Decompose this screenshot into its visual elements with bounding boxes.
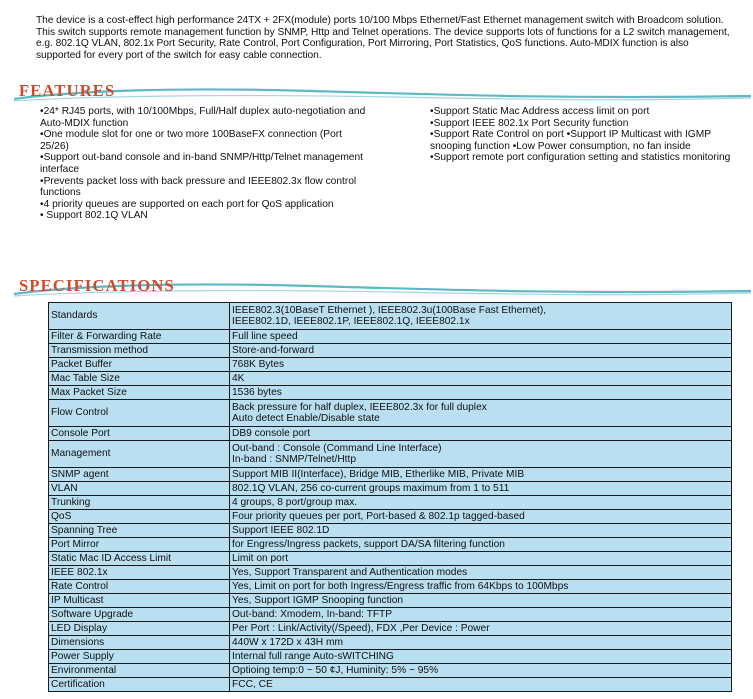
spec-value-line: 802.1Q VLAN, 256 co-current groups maximum from 1 to 511: [232, 482, 510, 494]
spec-label: Console Port: [49, 427, 230, 441]
spec-value: [230, 566, 732, 580]
feature-item: •4 priority queues are supported on each port for QoS application: [40, 198, 334, 210]
spec-label: Port Mirror: [49, 538, 230, 552]
spec-value: [230, 636, 732, 650]
feature-item: •One module slot for one or two more 100BaseFX connection (Port 25/26): [40, 129, 342, 152]
spec-row: [49, 510, 732, 524]
spec-label: Dimensions: [49, 636, 230, 650]
spec-label: Power Supply: [49, 650, 230, 664]
spec-label: Spanning Tree: [49, 524, 230, 538]
spec-value-line: Internal full range Auto-sWITCHING: [232, 650, 394, 662]
spec-value: [230, 358, 732, 372]
spec-label: Trunking: [49, 496, 230, 510]
spec-value: [230, 496, 732, 510]
spec-label: Flow Control: [49, 400, 230, 427]
spec-row: [49, 482, 732, 496]
spec-value-line: Four priority queues per port, Port-based & 802.1p tagged-based: [232, 510, 525, 522]
spec-label: QoS: [49, 510, 230, 524]
features-left-list: [40, 106, 370, 222]
spec-label: VLAN: [49, 482, 230, 496]
spec-row: [49, 524, 732, 538]
spec-value: [230, 538, 732, 552]
spec-row: [49, 622, 732, 636]
spec-value: [230, 622, 732, 636]
features-right-list: [430, 106, 752, 164]
spec-row: [49, 441, 732, 468]
feature-item: •Support out-band console and in-band SNMP/Http/Telnet management interface: [40, 152, 363, 175]
spec-value-line: 1536 bytes: [232, 386, 282, 398]
spec-value: [230, 441, 732, 468]
spec-row: [49, 636, 732, 650]
spec-row: [49, 594, 732, 608]
specifications-table: [48, 302, 732, 692]
spec-row: [49, 427, 732, 441]
spec-value-line: Store-and-forward: [232, 344, 315, 356]
spec-row: [49, 330, 732, 344]
spec-value-line: Back pressure for half duplex, IEEE802.3x for full duplex: [232, 401, 487, 413]
spec-label: IP Multicast: [49, 594, 230, 608]
spec-value-line: Support IEEE 802.1D: [232, 524, 330, 536]
features-heading: [12, 79, 753, 105]
spec-value-line: In-band : SNMP/Telnet/Http: [232, 454, 357, 465]
spec-row: [49, 344, 732, 358]
spec-label: IEEE 802.1x: [49, 566, 230, 580]
spec-value-line: Support MIB II(Interface), Bridge MIB, Etherlike MIB, Private MIB: [232, 468, 525, 480]
spec-value: [230, 580, 732, 594]
spec-value-line: 4K: [232, 372, 245, 384]
spec-value: [230, 524, 732, 538]
spec-label: Management: [49, 441, 230, 468]
feature-item: •Prevents packet loss with back pressure and IEEE802.3x flow control functions: [40, 175, 357, 199]
spec-value: [230, 678, 732, 692]
specifications-title: SPECIFICATIONS: [19, 276, 175, 295]
spec-value: [230, 608, 732, 622]
spec-value: [230, 650, 732, 664]
spec-row: [49, 650, 732, 664]
specifications-heading: [12, 274, 753, 300]
feature-item: •24* RJ45 ports, with 10/100Mbps, Full/Half duplex auto-negotiation and Auto-MDIX function: [40, 106, 366, 129]
spec-value-line: Full line speed: [232, 330, 298, 342]
spec-row: [49, 358, 732, 372]
spec-value: [230, 594, 732, 608]
spec-row: [49, 468, 732, 482]
spec-label: Mac Table Size: [49, 372, 230, 386]
spec-value: [230, 330, 732, 344]
spec-value: [230, 372, 732, 386]
spec-value-line: Yes, Support Transparent and Authentication modes: [232, 566, 468, 578]
spec-value-line: Yes, Support IGMP Snooping function: [232, 594, 404, 606]
spec-label: Rate Control: [49, 580, 230, 594]
spec-row: [49, 400, 732, 427]
spec-row: [49, 552, 732, 566]
spec-row: [49, 303, 732, 330]
spec-value-line: 768K Bytes: [232, 358, 285, 370]
feature-item: • Support 802.1Q VLAN: [40, 210, 148, 222]
spec-label: Environmental: [49, 664, 230, 678]
spec-value: [230, 664, 732, 678]
intro-paragraph: The device is a cost-effect high performance 24TX + 2FX(module) ports 10/100 Mbps Ethernet/Fast Ethernet management switch with Broadcom solution. This switch supports remote management function by SNMP, Http and Telnet operations. The device supports lots of functions for a L2 switch management, e.g. 802.1Q VLAN, 802.1x Port Security, Rate Control, Port Configuration, Port Mirroring, Port Statistics, QoS functions. Auto-MDIX function is also supported for every port of the switch for easy cable connection.: [36, 15, 730, 61]
spec-row: [49, 538, 732, 552]
spec-value-line: Out-band : Console (Command Line Interface): [232, 442, 442, 454]
spec-value: [230, 510, 732, 524]
spec-row: [49, 496, 732, 510]
spec-value: [230, 552, 732, 566]
spec-value: [230, 303, 732, 330]
spec-value-line: DB9 console port: [232, 427, 311, 439]
spec-label: LED Display: [49, 622, 230, 636]
spec-value: [230, 468, 732, 482]
spec-value: [230, 482, 732, 496]
spec-row: [49, 580, 732, 594]
spec-value: [230, 386, 732, 400]
spec-value-line: Per Port : Link/Activity(/Speed), FDX ,Per Device : Power: [232, 622, 490, 634]
spec-value-line: Limit on port: [232, 552, 289, 564]
spec-value-line: IEEE802.3(10BaseT Ethernet ), IEEE802.3u(100Base Fast Ethernet),: [232, 304, 547, 316]
spec-label: Static Mac ID Access Limit: [49, 552, 230, 566]
feature-item: •Support IEEE 802.1x Port Security function: [430, 117, 629, 129]
spec-row: [49, 678, 732, 692]
spec-value-line: for Engress/Ingress packets, support DA/SA filtering function: [232, 538, 505, 550]
spec-label: Transmission method: [49, 344, 230, 358]
feature-item: •Support Static Mac Address access limit on port: [430, 106, 650, 117]
spec-row: [49, 566, 732, 580]
spec-value-line: IEEE802.1D, IEEE802.1P, IEEE802.1Q, IEEE802.1x: [232, 316, 470, 327]
spec-value-line: 440W x 172D x 43H mm: [232, 636, 343, 648]
spec-row: [49, 386, 732, 400]
spec-value-line: Auto detect Enable/Disable state: [232, 413, 380, 424]
spec-label: Standards: [49, 303, 230, 330]
spec-label: Software Upgrade: [49, 608, 230, 622]
spec-label: Filter & Forwarding Rate: [49, 330, 230, 344]
spec-value: [230, 427, 732, 441]
feature-item: •Support remote port configuration setting and statistics monitoring: [430, 152, 731, 164]
spec-value: [230, 344, 732, 358]
spec-value-line: FCC, CE: [232, 678, 273, 690]
spec-value-line: Yes, Limit on port for both Ingress/Engress traffic from 64Kbps to 100Mbps: [232, 580, 569, 592]
spec-value-line: Optioing temp:0 ~ 50 ¢J, Huminity: 5% ~ 95%: [232, 664, 439, 676]
spec-row: [49, 608, 732, 622]
features-title: FEATURES: [19, 81, 116, 100]
heading-swoosh-graphic: [12, 79, 753, 105]
spec-label: Max Packet Size: [49, 386, 230, 400]
spec-row: [49, 372, 732, 386]
feature-item: •Support Rate Control on port •Support IP Multicast with IGMP snooping function •Low Power consumption, no fan inside: [430, 129, 711, 152]
spec-value-line: 4 groups, 8 port/group max.: [232, 496, 358, 508]
spec-value-line: Out-band: Xmodem, In-band: TFTP: [232, 608, 393, 620]
spec-label: SNMP agent: [49, 468, 230, 482]
spec-row: [49, 664, 732, 678]
spec-label: Packet Buffer: [49, 358, 230, 372]
spec-label: Certification: [49, 678, 230, 692]
spec-value: [230, 400, 732, 427]
